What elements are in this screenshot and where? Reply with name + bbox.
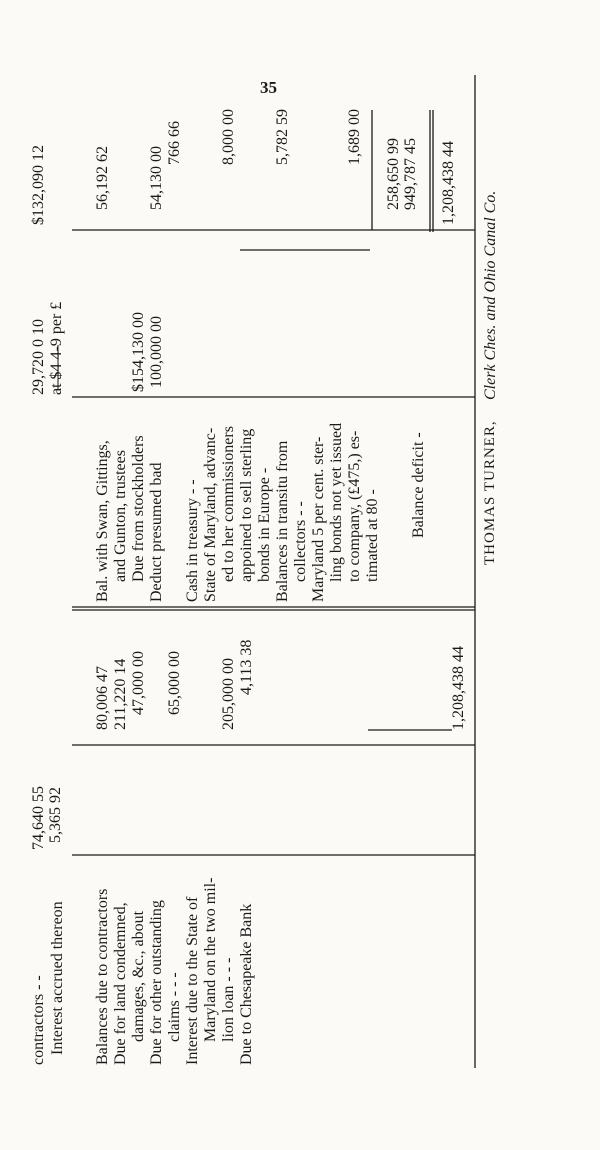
- liability-item-4-line-2: Maryland on the two mil-: [202, 877, 219, 1042]
- deficit-amount: 949,787 45: [402, 138, 419, 210]
- exchange-rate: at $4 4-9 per £: [48, 301, 65, 395]
- liability-item-4-amount: 65,000 00: [166, 651, 183, 715]
- page-number: 35: [260, 78, 277, 97]
- liability-item-2-line-1: Due for land condemned,: [112, 902, 129, 1065]
- asset-item-7-amount: 1,689 00: [346, 109, 363, 165]
- signature-name: THOMAS TURNER,: [482, 420, 498, 565]
- liability-item-2-amount: 211,220 14: [112, 658, 129, 730]
- liability-item-1-line-1: Balances due to contractors: [94, 888, 111, 1065]
- asset-item-1-line-1: Bal. with Swan, Gittings,: [94, 440, 111, 602]
- asset-item-1-amount: 56,192 62: [94, 146, 111, 210]
- asset-item-2-detail: $154,130 00: [130, 312, 147, 392]
- asset-item-6-amount: 5,782 59: [274, 109, 291, 165]
- asset-item-3-line-1: Deduct presumed bad: [148, 462, 165, 602]
- asset-item-5-line-4: bonds in Europe -: [256, 467, 273, 582]
- liability-item-3-amount: 47,000 00: [130, 651, 147, 715]
- asset-item-5-line-2: ed to her commissioners: [220, 426, 237, 582]
- asset-item-6-line-2: collectors - -: [292, 501, 309, 582]
- asset-item-1-line-2: and Gunton, trustees: [112, 450, 129, 582]
- asset-item-2-line-1: Due from stockholders: [130, 435, 147, 582]
- asset-item-7-line-2: ling bonds not yet issued: [328, 422, 345, 582]
- contractors-label: contractors - -: [30, 975, 47, 1065]
- exchange-amount: 29,720 0 10: [30, 319, 47, 395]
- asset-item-7-line-1: Maryland 5 per cent. ster-: [310, 436, 327, 602]
- asset-item-6-line-1: Balances in transitu from: [274, 440, 291, 602]
- asset-item-7-line-3: to company, (£475,) es-: [346, 430, 363, 582]
- asset-item-7-line-4: timated at 80 -: [364, 489, 381, 582]
- asset-item-3-detail: 100,000 00: [148, 316, 165, 388]
- balance-top-amount: $132,090 12: [30, 145, 47, 225]
- interest-amount: 5,365 92: [47, 787, 64, 843]
- liability-item-3-line-2: claims - - -: [166, 972, 183, 1042]
- liability-item-2-line-2: damages, &c., about: [130, 910, 147, 1042]
- asset-item-4-line-1: Cash in treasury - -: [184, 479, 201, 602]
- contractors-amount: 74,640 55: [30, 786, 47, 850]
- liability-total: 1,208,438 44: [450, 646, 467, 730]
- liability-extra-amount: 4,113 38: [238, 639, 255, 695]
- liability-item-1-amount: 80,006 47: [94, 666, 111, 730]
- asset-item-4-amount: 766 66: [166, 121, 183, 165]
- signature-title: Clerk Ches. and Ohio Canal Co.: [482, 190, 499, 400]
- liability-item-5-line-1: Due to Chesapeake Bank: [238, 903, 255, 1065]
- asset-subtotal: 258,650 99: [385, 138, 402, 210]
- liability-item-4-line-1: Interest due to the State of: [184, 896, 201, 1065]
- asset-item-3-amount: 54,130 00: [148, 146, 165, 210]
- asset-item-5-amount: 8,000 00: [220, 109, 237, 165]
- liability-item-5-amount: 205,000 00: [220, 658, 237, 730]
- liability-item-4-line-3: lion loan - - -: [220, 957, 237, 1042]
- liability-item-3-line-1: Due for other outstanding: [148, 900, 165, 1065]
- asset-item-5-line-3: appoined to sell sterling: [238, 428, 255, 582]
- balance-deficit-label: Balance deficit -: [410, 432, 427, 538]
- interest-label: Interest accrued thereon: [49, 901, 66, 1055]
- asset-item-5-line-1: State of Maryland, advanc-: [202, 427, 219, 602]
- asset-total: 1,208,438 44: [440, 141, 457, 225]
